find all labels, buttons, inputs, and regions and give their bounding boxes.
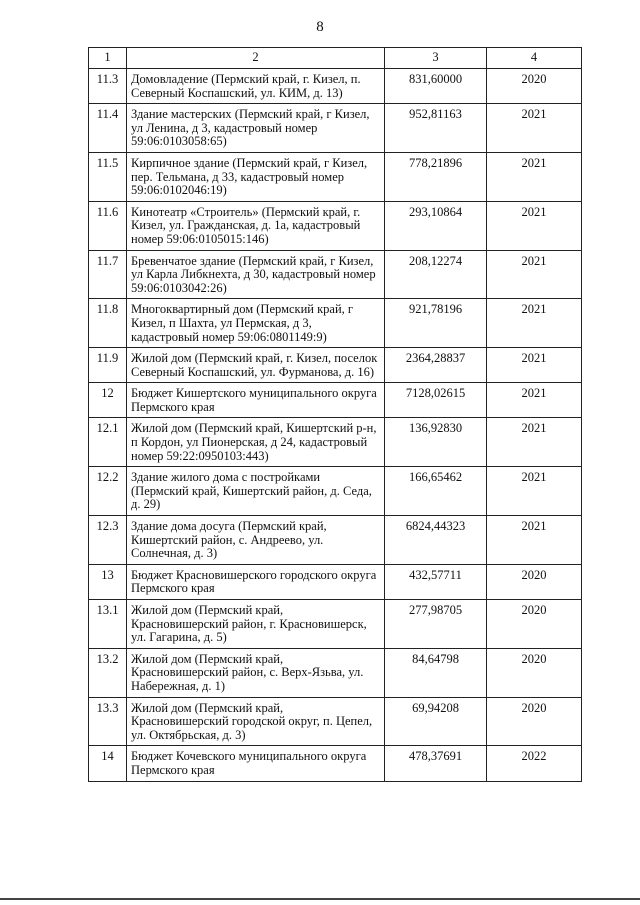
row-description-cell: Бюджет Кишертского муниципального округа Пермского края xyxy=(127,383,385,418)
row-description-cell: Здание жилого дома с постройками (Пермский край, Кишертский район, д. Седа, д. 29) xyxy=(127,467,385,516)
row-description-cell: Многоквартирный дом (Пермский край, г Кизел, п Шахта, ул Пермская, д 3, кадастровый номер 59:06:0801149:9) xyxy=(127,299,385,348)
row-year-cell: 2020 xyxy=(487,648,582,697)
row-year-cell: 2021 xyxy=(487,467,582,516)
row-year-cell: 2021 xyxy=(487,152,582,201)
row-number-cell: 12.2 xyxy=(89,467,127,516)
row-year-cell: 2021 xyxy=(487,418,582,467)
row-number-cell: 13.3 xyxy=(89,697,127,746)
row-year-cell: 2021 xyxy=(487,104,582,153)
page-number: 8 xyxy=(316,19,324,35)
row-amount-cell: 921,78196 xyxy=(385,299,487,348)
row-amount-cell: 293,10864 xyxy=(385,201,487,250)
column-header-3: 3 xyxy=(385,48,487,69)
row-amount-cell: 2364,28837 xyxy=(385,348,487,383)
row-description-cell: Домовладение (Пермский край, г. Кизел, п. Северный Коспашский, ул. КИМ, д. 13) xyxy=(127,69,385,104)
row-amount-cell: 136,92830 xyxy=(385,418,487,467)
table-header xyxy=(89,48,582,69)
table-header-row xyxy=(89,48,582,69)
row-number-cell: 12.3 xyxy=(89,516,127,565)
row-description-cell: Жилой дом (Пермский край, Красновишерский район, с. Верх-Язьва, ул. Набережная, д. 1) xyxy=(127,648,385,697)
row-amount-cell: 6824,44323 xyxy=(385,516,487,565)
row-year-cell: 2020 xyxy=(487,564,582,599)
row-number-cell: 11.7 xyxy=(89,250,127,299)
row-description-cell: Кирпичное здание (Пермский край, г Кизел, пер. Тельмана, д 33, кадастровый номер 59:06:0102046:19) xyxy=(127,152,385,201)
row-description-cell: Жилой дом (Пермский край, Красновишерский городской округ, п. Цепел, ул. Октябрьская, д. 3) xyxy=(127,697,385,746)
row-amount-cell: 7128,02615 xyxy=(385,383,487,418)
row-number-cell: 12 xyxy=(89,383,127,418)
column-header-2: 2 xyxy=(127,48,385,69)
row-number-cell: 13.1 xyxy=(89,600,127,649)
row-number-cell: 11.4 xyxy=(89,104,127,153)
table-row xyxy=(89,152,582,201)
row-description-cell: Кинотеатр «Строитель» (Пермский край, г. Кизел, ул. Гражданская, д. 1а, кадастровый номер 59:06:0105015:146) xyxy=(127,201,385,250)
table-row xyxy=(89,299,582,348)
row-description-cell: Здание мастерских (Пермский край, г Кизел, ул Ленина, д 3, кадастровый номер 59:06:0103058:65) xyxy=(127,104,385,153)
table-row xyxy=(89,418,582,467)
row-year-cell: 2021 xyxy=(487,383,582,418)
table-row xyxy=(89,250,582,299)
row-amount-cell: 208,12274 xyxy=(385,250,487,299)
table-row xyxy=(89,383,582,418)
row-amount-cell: 432,57711 xyxy=(385,564,487,599)
row-description-cell: Бюджет Красновишерского городского округа Пермского края xyxy=(127,564,385,599)
row-year-cell: 2020 xyxy=(487,697,582,746)
table-row xyxy=(89,104,582,153)
table-row xyxy=(89,697,582,746)
row-description-cell: Здание дома досуга (Пермский край, Кишертский район, с. Андреево, ул. Солнечная, д. 3) xyxy=(127,516,385,565)
row-amount-cell: 831,60000 xyxy=(385,69,487,104)
row-number-cell: 13.2 xyxy=(89,648,127,697)
row-year-cell: 2021 xyxy=(487,201,582,250)
table-row xyxy=(89,648,582,697)
row-number-cell: 11.8 xyxy=(89,299,127,348)
row-year-cell: 2021 xyxy=(487,348,582,383)
row-number-cell: 14 xyxy=(89,746,127,781)
row-description-cell: Бюджет Кочевского муниципального округа Пермского края xyxy=(127,746,385,781)
row-amount-cell: 69,94208 xyxy=(385,697,487,746)
column-header-1: 1 xyxy=(89,48,127,69)
row-year-cell: 2020 xyxy=(487,69,582,104)
row-amount-cell: 952,81163 xyxy=(385,104,487,153)
row-year-cell: 2021 xyxy=(487,516,582,565)
row-description-cell: Жилой дом (Пермский край, Кишертский р-н, п Кордон, ул Пионерская, д 24, кадастровый номер 59:22:0950103:443) xyxy=(127,418,385,467)
column-header-4: 4 xyxy=(487,48,582,69)
row-amount-cell: 84,64798 xyxy=(385,648,487,697)
row-number-cell: 11.6 xyxy=(89,201,127,250)
row-year-cell: 2022 xyxy=(487,746,582,781)
row-number-cell: 12.1 xyxy=(89,418,127,467)
row-year-cell: 2021 xyxy=(487,250,582,299)
row-year-cell: 2021 xyxy=(487,299,582,348)
row-description-cell: Жилой дом (Пермский край, Красновишерский район, г. Красновишерск, ул. Гагарина, д. 5) xyxy=(127,600,385,649)
row-amount-cell: 478,37691 xyxy=(385,746,487,781)
table-row xyxy=(89,564,582,599)
row-year-cell: 2020 xyxy=(487,600,582,649)
table-row xyxy=(89,69,582,104)
row-description-cell: Бревенчатое здание (Пермский край, г Кизел, ул Карла Либкнехта, д 30, кадастровый номер 59:06:0103042:26) xyxy=(127,250,385,299)
table-row xyxy=(89,348,582,383)
row-number-cell: 11.5 xyxy=(89,152,127,201)
row-amount-cell: 166,65462 xyxy=(385,467,487,516)
table-row xyxy=(89,746,582,781)
table-row xyxy=(89,467,582,516)
row-description-cell: Жилой дом (Пермский край, г. Кизел, поселок Северный Коспашский, ул. Фурманова, д. 16) xyxy=(127,348,385,383)
row-number-cell: 11.9 xyxy=(89,348,127,383)
table-row xyxy=(89,201,582,250)
table-row xyxy=(89,600,582,649)
row-number-cell: 11.3 xyxy=(89,69,127,104)
table-body xyxy=(89,69,582,782)
data-table xyxy=(88,47,582,782)
table-row xyxy=(89,516,582,565)
row-amount-cell: 778,21896 xyxy=(385,152,487,201)
scan-edge-line xyxy=(0,898,640,900)
row-amount-cell: 277,98705 xyxy=(385,600,487,649)
row-number-cell: 13 xyxy=(89,564,127,599)
